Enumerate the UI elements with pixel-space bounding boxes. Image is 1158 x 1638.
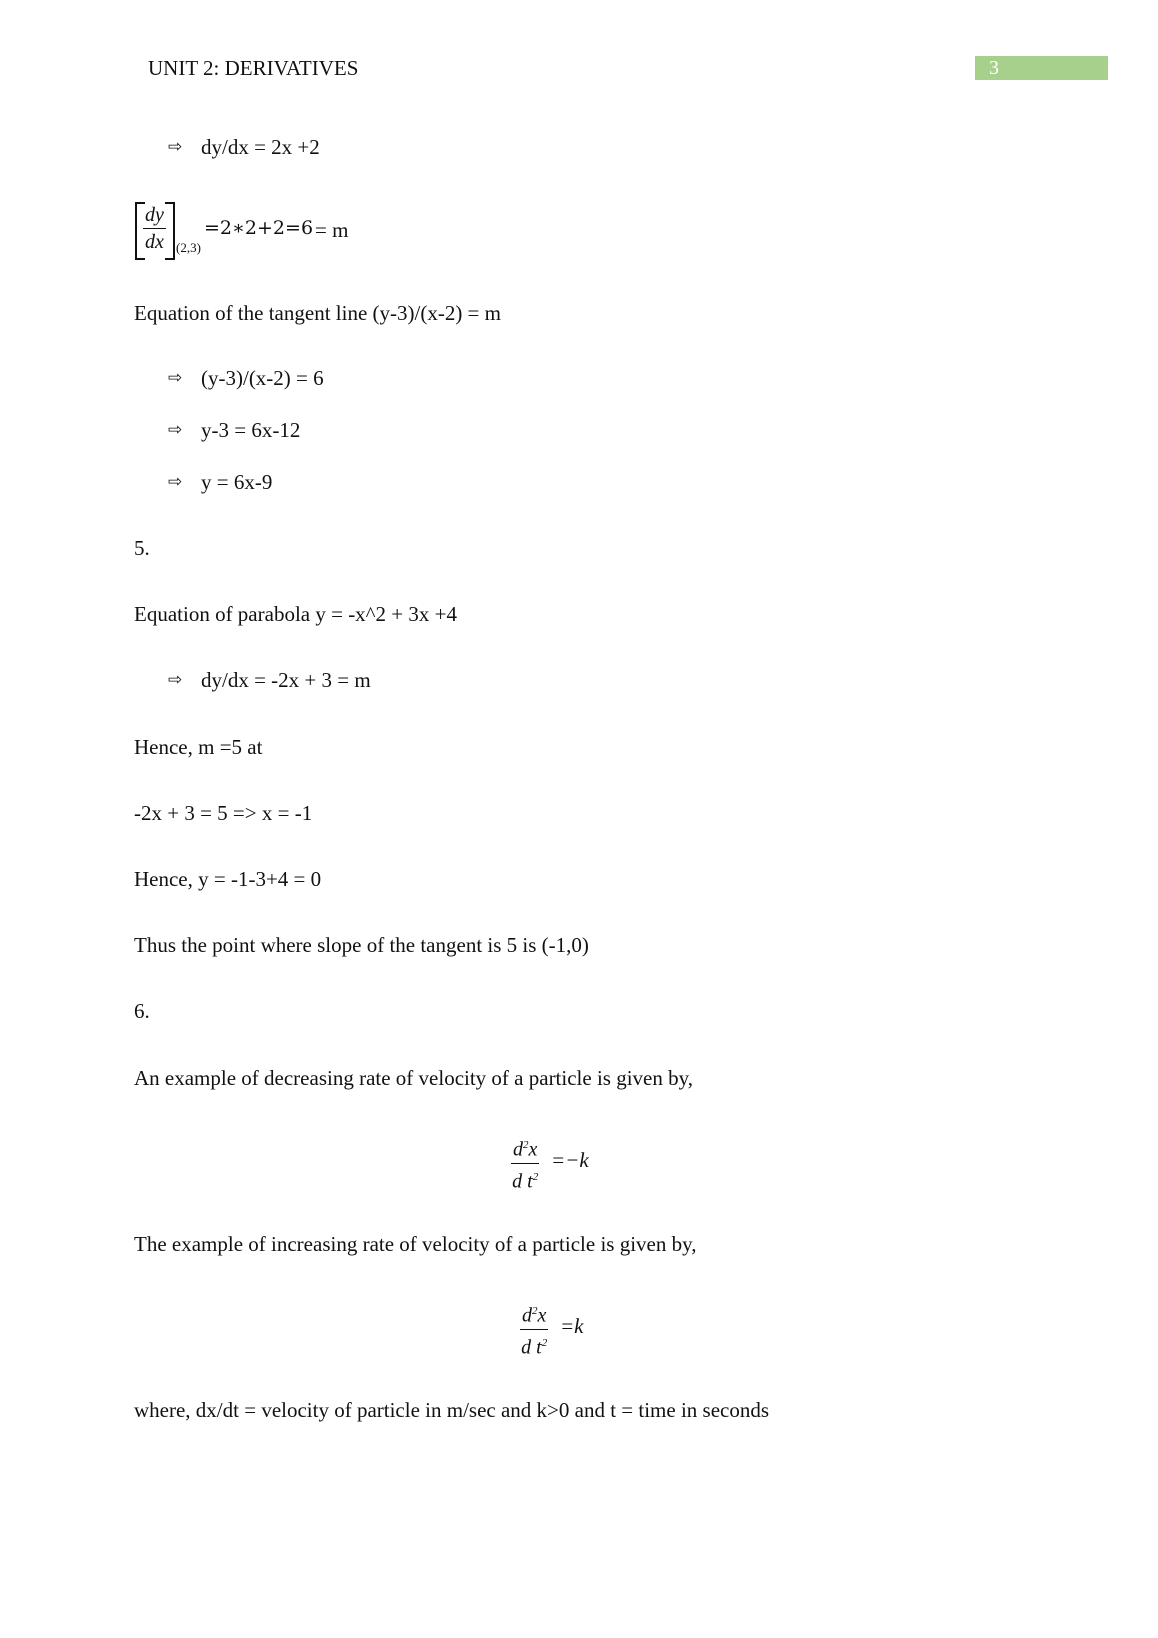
text-line: Hence, y = -1-3+4 = 0 bbox=[134, 867, 322, 891]
equation-increasing bbox=[520, 1298, 548, 1360]
dt: d t bbox=[521, 1336, 542, 1359]
text-line: Thus the point where slope of the tangent is 5 is (-1,0) bbox=[134, 933, 589, 957]
text-line: y = 6x-9 bbox=[201, 470, 273, 494]
equation-rhs: =−k bbox=[551, 1148, 589, 1172]
denominator: dx bbox=[145, 231, 164, 253]
fraction bbox=[143, 202, 166, 255]
arrow-icon: ⇨ bbox=[168, 368, 183, 388]
text-line: The example of increasing rate of velocity of a particle is given by, bbox=[134, 1232, 697, 1256]
eval-point: (2,3) bbox=[176, 240, 201, 255]
numerator: dy bbox=[143, 202, 166, 229]
text-line: Equation of parabola y = -x^2 + 3x +4 bbox=[134, 602, 457, 626]
x: x bbox=[537, 1304, 547, 1327]
eval-expr: =2∗2+2=6 bbox=[204, 217, 314, 239]
exponent: 2 bbox=[523, 1139, 529, 1151]
header-title: UNIT 2: DERIVATIVES bbox=[148, 56, 359, 80]
section-number: 6. bbox=[134, 999, 150, 1023]
equation-decreasing bbox=[511, 1132, 539, 1194]
text-line: An example of decreasing rate of velocity of a particle is given by, bbox=[134, 1066, 694, 1090]
exponent: 2 bbox=[541, 1336, 548, 1349]
d: d bbox=[522, 1304, 532, 1327]
right-bracket bbox=[165, 202, 175, 260]
text-line: dy/dx = 2x +2 bbox=[201, 135, 320, 159]
text-line: Equation of the tangent line (y-3)/(x-2) = m bbox=[134, 301, 501, 325]
d: d bbox=[513, 1138, 523, 1161]
text-line: dy/dx = -2x + 3 = m bbox=[201, 668, 371, 692]
arrow-icon: ⇨ bbox=[168, 670, 183, 690]
arrow-icon: ⇨ bbox=[168, 420, 183, 440]
text-line: where, dx/dt = velocity of particle in m/sec and k>0 and t = time in seconds bbox=[134, 1398, 770, 1422]
arrow-icon: ⇨ bbox=[168, 472, 183, 492]
arrow-icon: ⇨ bbox=[168, 137, 183, 157]
text-line: y-3 = 6x-12 bbox=[201, 418, 301, 442]
x: x bbox=[528, 1138, 538, 1161]
exponent: 2 bbox=[532, 1305, 538, 1317]
section-number: 5. bbox=[134, 536, 150, 560]
exponent: 2 bbox=[532, 1170, 539, 1183]
text-line: -2x + 3 = 5 => x = -1 bbox=[134, 801, 313, 825]
page-number: 3 bbox=[975, 56, 1108, 80]
text-line: Hence, m =5 at bbox=[134, 735, 263, 759]
dt: d t bbox=[512, 1170, 533, 1193]
text-line: (y-3)/(x-2) = 6 bbox=[201, 366, 324, 390]
equation-rhs: =k bbox=[560, 1314, 584, 1338]
eval-tail: = m bbox=[315, 218, 349, 242]
